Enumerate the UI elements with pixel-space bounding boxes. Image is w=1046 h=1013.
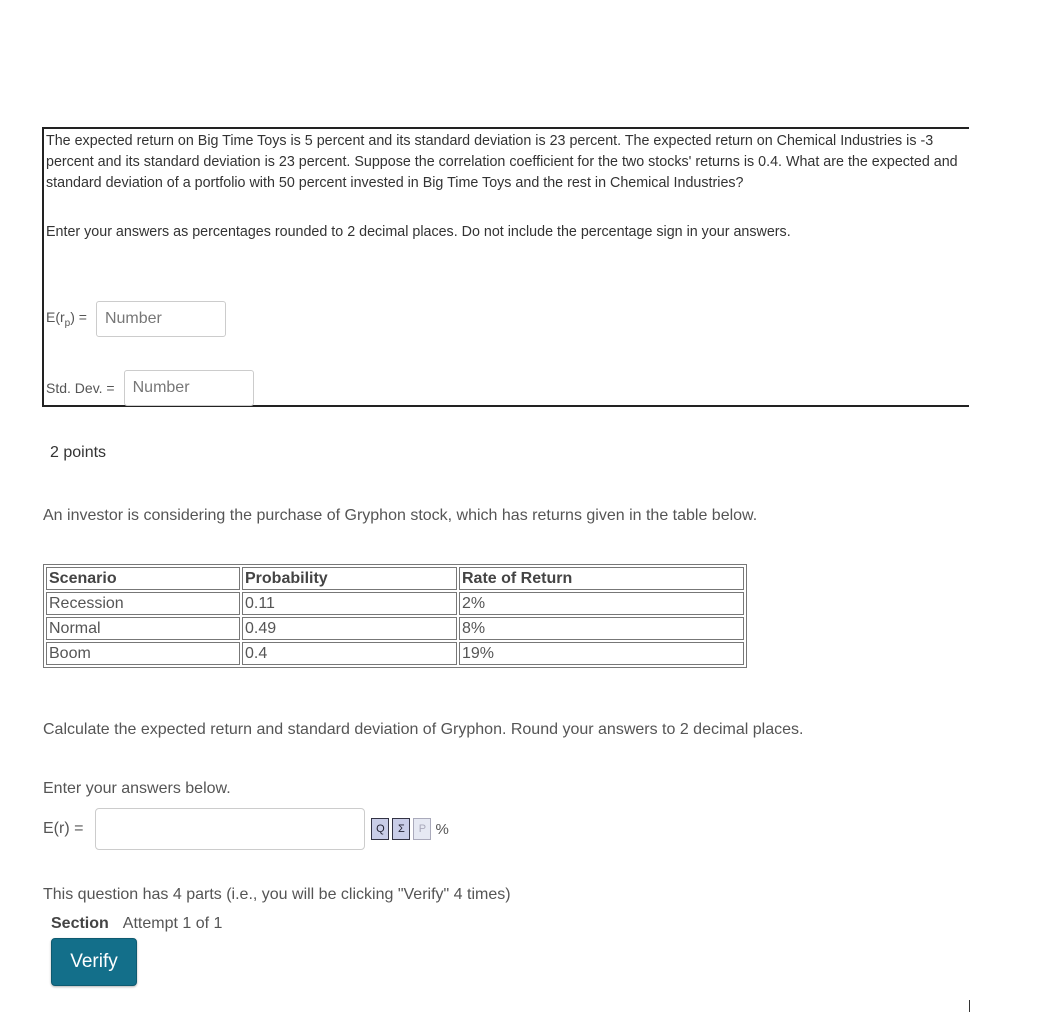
- expected-return-portfolio-input[interactable]: [96, 301, 226, 337]
- points-label: 2 points: [50, 444, 107, 461]
- question-2-calc-text: Calculate the expected return and standard deviation of Gryphon. Round your answers to 2 decimal places.: [43, 721, 804, 738]
- input-tools: [371, 818, 431, 840]
- text-cursor: [969, 1000, 970, 1012]
- expected-return-input[interactable]: [95, 808, 365, 850]
- table-row: [46, 642, 744, 665]
- question-1-box: [42, 127, 969, 407]
- parts-info: This question has 4 parts (i.e., you will be clicking "Verify" 4 times): [43, 886, 511, 903]
- cell-probability: 0.49: [242, 617, 457, 640]
- returns-table: [43, 564, 747, 668]
- cell-scenario: Normal: [46, 617, 240, 640]
- sigma-icon[interactable]: Σ: [392, 818, 410, 840]
- verify-button[interactable]: Verify: [51, 938, 137, 986]
- cell-scenario: Recession: [46, 592, 240, 615]
- table-header-row: [46, 567, 744, 590]
- section-label: Section: [51, 915, 109, 932]
- header-probability: Probability: [242, 567, 457, 590]
- doc-icon[interactable]: P: [413, 818, 431, 840]
- question-2-intro: An investor is considering the purchase of Gryphon stock, which has returns given in the table below.: [43, 507, 758, 524]
- cell-probability: 0.4: [242, 642, 457, 665]
- section-info: [51, 915, 222, 933]
- attempt-count: Attempt 1 of 1: [122, 915, 223, 932]
- expected-return-portfolio-label: $E(r_p)$ =: [46, 309, 87, 329]
- header-rate-of-return: Rate of Return: [459, 567, 744, 590]
- question-1-instruction: Enter your answers as percentages rounded to 2 decimal places. Do not include the percentage sign in your answers.: [46, 224, 791, 240]
- percent-unit: %: [435, 820, 449, 838]
- expected-return-label: E(r) =: [43, 820, 84, 837]
- std-dev-input[interactable]: [124, 370, 254, 406]
- cell-rate: 19%: [459, 642, 744, 665]
- question-2-enter-text: Enter your answers below.: [43, 780, 231, 797]
- table-row: [46, 592, 744, 615]
- cell-probability: 0.11: [242, 592, 457, 615]
- question-1-text: The expected return on Big Time Toys is 5 percent and its standard deviation is 23 percent. The expected return on Chemical Industries is -3 percent and its standard deviation is 23 percent. Suppose the correlation coefficient for the two stocks' returns is 0.4. What are the expected and standard deviation of a portfolio with 50 percent invested in Big Time Toys and the rest in Chemical Industries?: [46, 133, 958, 191]
- magnifier-icon[interactable]: Q: [371, 818, 389, 840]
- expected-return-portfolio-row: [46, 301, 226, 337]
- header-scenario: Scenario: [46, 567, 240, 590]
- std-dev-label: Std. Dev. =: [46, 380, 115, 396]
- table-row: [46, 617, 744, 640]
- cell-scenario: Boom: [46, 642, 240, 665]
- expected-return-row: [43, 808, 449, 850]
- std-dev-row: [46, 370, 254, 406]
- cell-rate: 8%: [459, 617, 744, 640]
- cell-rate: 2%: [459, 592, 744, 615]
